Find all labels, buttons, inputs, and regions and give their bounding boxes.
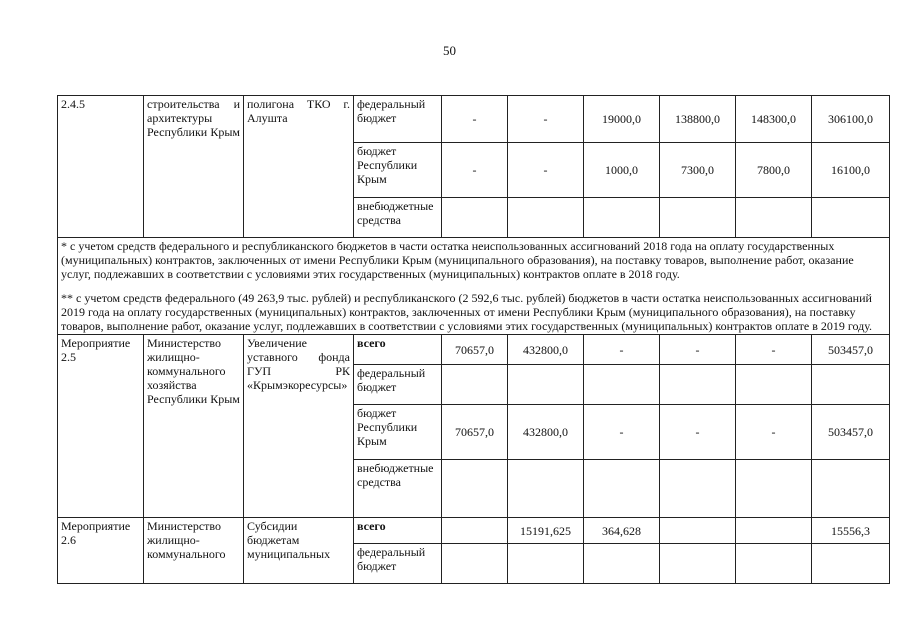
source-label: федеральный бюджет [354,96,442,143]
footnotes-cell [58,238,890,335]
row-code: 2.4.5 [58,96,144,238]
total-cell: 16100,0 [812,143,890,198]
value-cell: - [660,405,736,460]
total-cell: 306100,0 [812,96,890,143]
value-cell [442,365,508,405]
value-cell [736,544,812,584]
row-executor: Министерство жилищно-коммунального [144,518,244,584]
value-cell: 7800,0 [736,143,812,198]
value-cell [660,544,736,584]
budget-table [57,95,890,584]
value-cell [736,518,812,544]
row-executor: строительства и архитектуры Республики Крым [144,96,244,238]
value-cell: 70657,0 [442,405,508,460]
value-cell: 7300,0 [660,143,736,198]
value-cell [584,544,660,584]
value-cell [442,460,508,518]
footnote-1: * с учетом средств федерального и республиканского бюджетов в части остатка неиспользованных ассигнований 2018 года на оплату государственных (муниципальных) контрактов, заключенных от имени Республики Крым (муниципального образования), на поставку товаров, выполнение работ, оказание услуг, подлежавших в соответствии с условиями этих государственных (муниципальных) контрактов оплате в 2018 году. [61,239,854,281]
total-cell: 503457,0 [812,405,890,460]
row-object: полигона ТКО г. Алушта [244,96,354,238]
value-cell [736,365,812,405]
source-label: бюджет Республики Крым [354,405,442,460]
source-label: внебюджетные средства [354,198,442,238]
value-cell: 432800,0 [508,405,584,460]
value-cell [584,460,660,518]
total-cell: 15556,3 [812,518,890,544]
value-cell: 364,628 [584,518,660,544]
row-object: Субсидии бюджетам муниципальных [244,518,354,584]
source-label: всего [354,518,442,544]
table-row [58,518,890,544]
row-code: Мероприятие 2.6 [58,518,144,584]
value-cell [508,460,584,518]
value-cell: - [584,335,660,365]
total-cell [812,365,890,405]
value-cell [736,460,812,518]
value-cell [660,365,736,405]
source-label: федеральный бюджет [354,365,442,405]
row-object: Увеличение уставного фонда ГУП РК «Крымэкоресурсы» [244,335,354,518]
value-cell: - [508,143,584,198]
page-number: 50 [443,43,456,58]
total-cell [812,198,890,238]
value-cell: 1000,0 [584,143,660,198]
value-cell: 19000,0 [584,96,660,143]
value-cell [660,460,736,518]
total-cell [812,460,890,518]
total-cell [812,544,890,584]
value-cell [442,518,508,544]
value-cell: 138800,0 [660,96,736,143]
table-row [58,335,890,365]
notes-row [58,238,890,335]
value-cell [736,198,812,238]
footnote-2: ** с учетом средств федерального (49 263,9 тыс. рублей) и республиканского (2 592,6 тыс. рублей) бюджетов в части остатка неиспользованных ассигнований 2019 года на оплату государственных (муниципальных) контрактов, заключенных от имени Республики Крым (муниципального образования), на поставку товаров, выполнение работ, оказание услуг, подлежавших в соответствии с условиями этих государственных (муниципальных) контрактов оплате в 2019 году. [61,291,873,333]
total-cell: 503457,0 [812,335,890,365]
row-executor: Министерство жилищно-коммунального хозяйства Республики Крым [144,335,244,518]
row-code: Мероприятие 2.5 [58,335,144,518]
value-cell [442,544,508,584]
value-cell: 148300,0 [736,96,812,143]
value-cell: - [584,405,660,460]
source-label: бюджет Республики Крым [354,143,442,198]
value-cell: 432800,0 [508,335,584,365]
value-cell [660,518,736,544]
source-label: всего [354,335,442,365]
value-cell: - [736,405,812,460]
value-cell: - [660,335,736,365]
value-cell: - [508,96,584,143]
value-cell: - [736,335,812,365]
source-label: внебюджетные средства [354,460,442,518]
value-cell: - [442,143,508,198]
source-label: федеральный бюджет [354,544,442,584]
value-cell [442,198,508,238]
value-cell [584,198,660,238]
value-cell [508,544,584,584]
value-cell: 15191,625 [508,518,584,544]
value-cell: - [442,96,508,143]
value-cell [584,365,660,405]
value-cell [660,198,736,238]
table-row [58,96,890,143]
value-cell [508,198,584,238]
value-cell [508,365,584,405]
value-cell: 70657,0 [442,335,508,365]
